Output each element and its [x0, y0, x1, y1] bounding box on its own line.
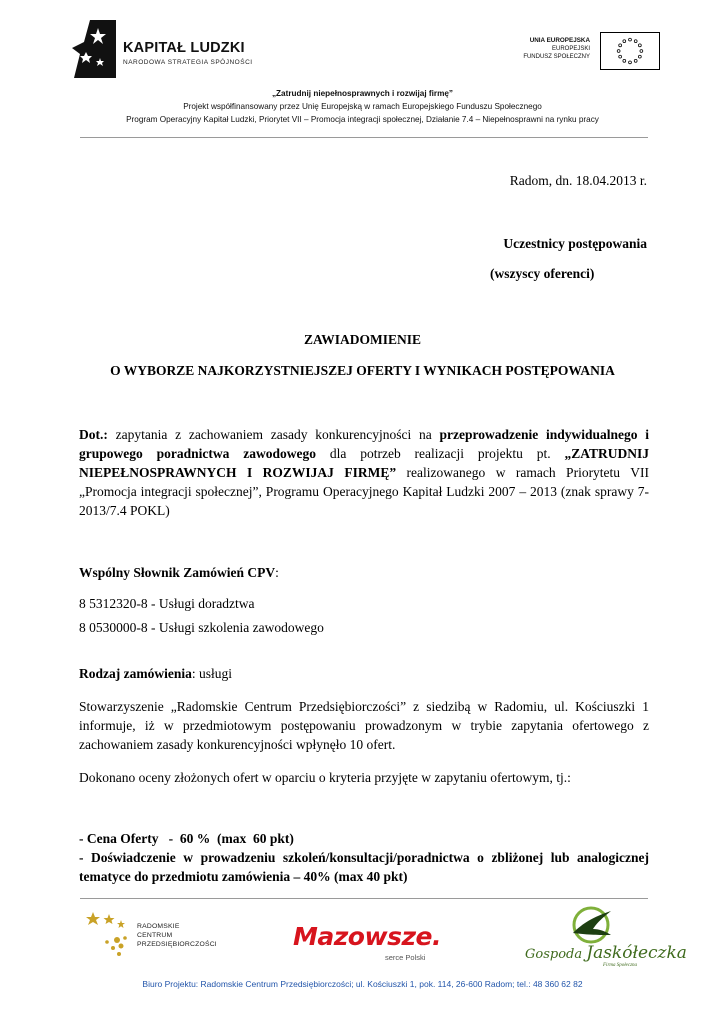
project-funding-line: Projekt współfinansowany przez Unię Europejską w ramach Europejskiego Funduszu Społecznego: [183, 102, 542, 111]
gospoda-logo: [525, 905, 687, 970]
order-type-value: : usługi: [191, 666, 232, 681]
kapital-ludzki-subtitle: NARODOWA STRATEGIA SPÓJNOŚCI: [123, 59, 253, 66]
mazowsze-sub: serce Polski: [385, 953, 426, 962]
rcp-line3: PRZEDSIĘBIORCZOŚCI: [137, 941, 217, 948]
mazowsze-logo: [293, 922, 453, 967]
kapital-ludzki-mark-icon: [70, 18, 120, 82]
gospoda-word: [525, 943, 687, 963]
eu-logo-line2: EUROPEJSKI: [551, 46, 590, 52]
criterion-price: - Cena Oferty - 60 % (max 60 pkt): [79, 831, 294, 846]
eu-logo-line3: FUNDUSZ SPOŁECZNY: [523, 54, 590, 60]
rcp-line2: CENTRUM: [137, 932, 173, 939]
rcp-logo: [85, 910, 225, 960]
cpv-code-2: 8 0530000-8 - Usługi szkolenia zawodowego: [79, 620, 324, 635]
header-divider: [80, 137, 648, 138]
eu-logo: [470, 32, 660, 72]
subject-text3: realizowanego w ramach Priorytetu VII „Promocja integracji społecznej”, Programu Operacyjnego Kapitał Ludzki 2007 – 2013 (znak sprawy 7-2013/7.4 POKL): [79, 465, 649, 518]
cpv-suffix: :: [275, 565, 279, 580]
swallow-icon: [553, 905, 623, 945]
gospoda-word2: Jaskółeczka: [586, 943, 687, 963]
eu-flag-icon: [600, 32, 660, 70]
cpv-code-1: 8 5312320-8 - Usługi doradztwa: [79, 596, 255, 611]
gospoda-sub: Firma Społeczna: [603, 963, 638, 968]
recipient-line1: Uczestnicy postępowania: [503, 236, 647, 251]
rcp-line1: RADOMSKIE: [137, 923, 180, 930]
document-title: ZAWIADOMIENIE: [303, 332, 422, 347]
project-title-line: „Zatrudnij niepełnosprawnych i rozwijaj firmę”: [271, 89, 454, 98]
footer-divider: [80, 898, 648, 899]
cpv-heading: [79, 565, 279, 581]
letter-date: Radom, dn. 18.04.2013 r.: [509, 173, 647, 188]
cpv-label: Wspólny Słownik Zamówień CPV: [79, 565, 276, 580]
subject-text1: zapytania z zachowaniem zasady konkurencyjności na: [107, 427, 440, 442]
recipient-line2: (wszyscy oferenci): [490, 266, 595, 281]
order-type-label: Rodzaj zamówienia: [79, 666, 192, 681]
kapital-ludzki-title: KAPITAŁ LUDZKI: [123, 40, 245, 56]
order-type: [79, 666, 232, 682]
eu-logo-line1: UNIA EUROPEJSKA: [529, 37, 590, 44]
document-subtitle: O WYBORZE NAJKORZYSTNIEJSZEJ OFERTY I WYNIKACH POSTĘPOWANIA: [110, 363, 615, 378]
subject-label: Dot.:: [79, 427, 108, 442]
rcp-stars-icon: [85, 910, 135, 960]
criteria-intro: Dokonano oceny złożonych ofert w oparciu o kryteria przyjęte w zapytaniu ofertowym, tj.:: [79, 770, 571, 785]
subject-text2: dla potrzeb realizacji projektu pt.: [315, 446, 565, 461]
subject-bold1: przeprowadzenie indywidualnego i grupowego poradnictwa zawodowego: [79, 427, 649, 461]
project-program-line: Program Operacyjny Kapitał Ludzki, Priorytet VII – Promocja integracji społecznej, Działanie 7.4 – Niepełnosprawni na rynku pracy: [126, 115, 599, 124]
info-paragraph: Stowarzyszenie „Radomskie Centrum Przedsiębiorczości” z siedzibą w Radomiu, ul. Kościuszki 1 informuje, iż w przedmiotowym postępowaniu prowadzonym w trybie zapytania ofertowego z zachowaniem zasady konkurencyjności wpłynęło 10 ofert.: [79, 699, 649, 752]
rcp-text: [137, 922, 217, 949]
eu-logo-text: [523, 37, 590, 61]
gospoda-word1: Gospoda: [525, 947, 587, 962]
kapital-ludzki-logo: [70, 18, 270, 88]
criterion-experience: - Doświadczenie w prowadzeniu szkoleń/konsultacji/poradnictwa o zbliżonej lub analogicznej tematyce do przedmiotu zamówienia – 40% (max 40 pkt): [79, 850, 649, 884]
subject-paragraph: [79, 425, 649, 520]
subject-bold2: „ZATRUDNIJ NIEPEŁNOSPRAWNYCH I ROZWIJAJ FIRMĘ”: [79, 446, 649, 480]
mazowsze-word: Mazowsze.: [293, 922, 441, 951]
footer-address: Biuro Projektu: Radomskie Centrum Przedsiębiorczości; ul. Kościuszki 1, pok. 114, 26-600 Radom; tel.: 48 360 62 82: [142, 979, 583, 989]
